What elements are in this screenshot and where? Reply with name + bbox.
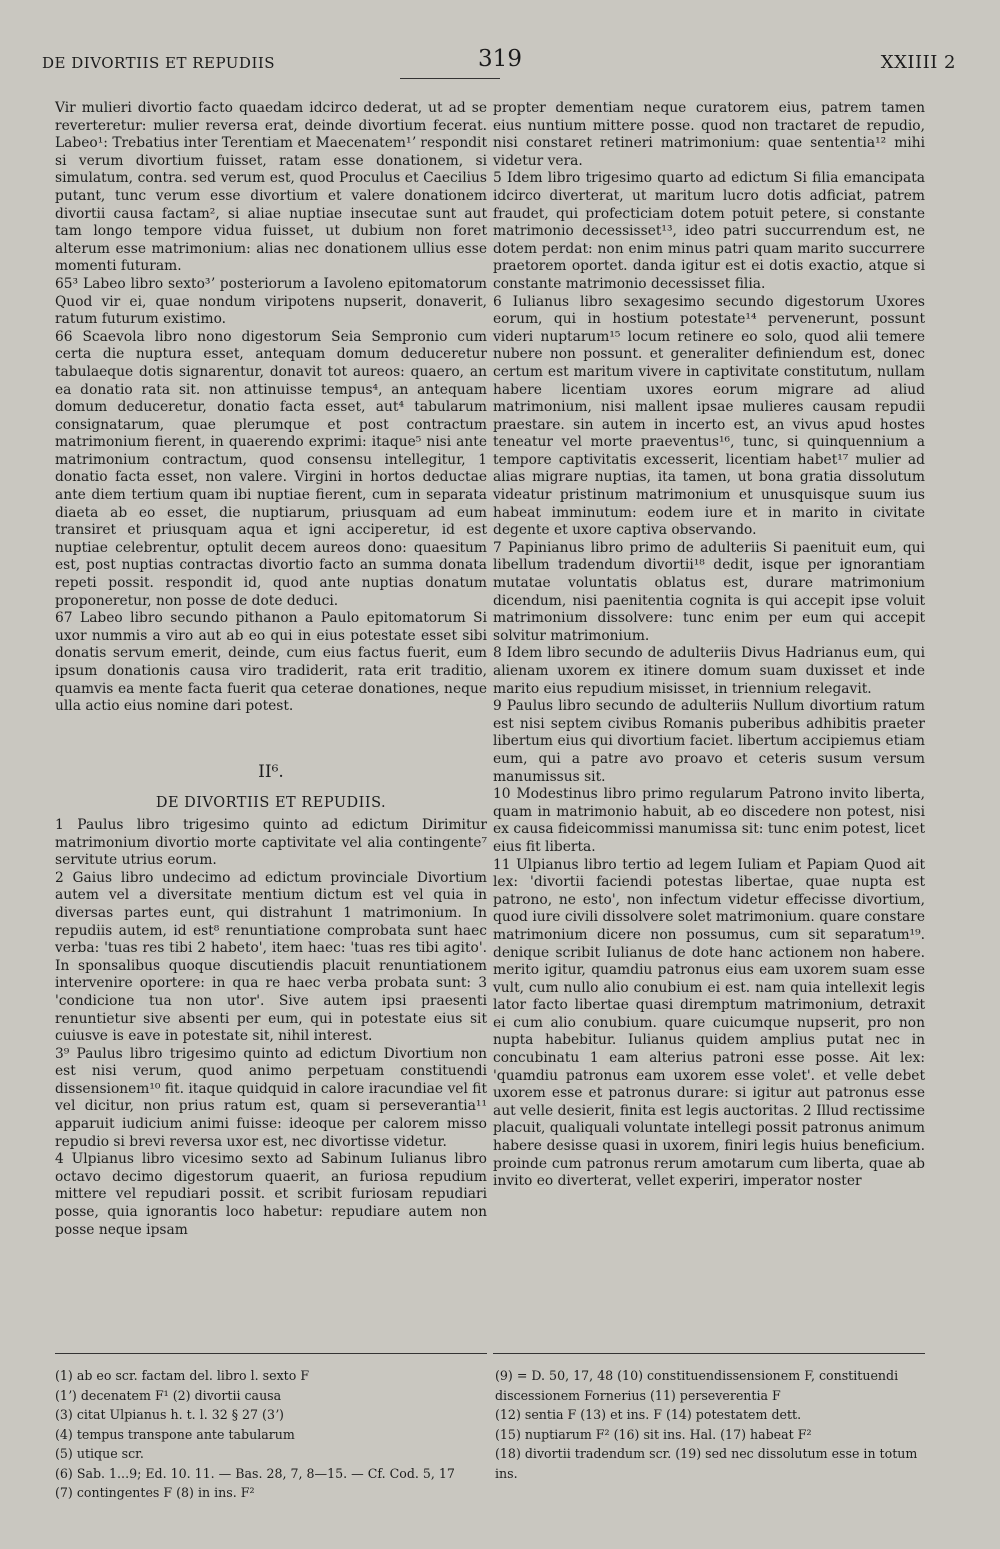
left-column — [55, 100, 487, 1239]
footnote: (3) citat Ulpianus h. t. l. 32 § 27 (3ʼ) — [55, 1407, 284, 1422]
footnotes-left — [55, 1366, 485, 1503]
paragraph: 8 Idem libro secundo de adulteriis Divus Hadrianus eum, qui alienam uxorem ex itinere domum suam duxisset et inde marito eius repudium misisset, in triennium relegavit. — [493, 645, 925, 697]
footnote: (6) Sab. 1...9; Ed. 10. 11. — Bas. 28, 7, 8—15. — Cf. Cod. 5, 17 — [55, 1465, 455, 1481]
paragraph: 1 Paulus libro trigesimo quinto ad edictum Dirimitur matrimonium divortio morte captivitate vel alia contingente⁷ servitute utrius eorum. — [55, 816, 487, 869]
right-column — [493, 100, 925, 1191]
footnote: (15) nuptiarum F² (16) sit ins. Hal. (17) habeat F² — [495, 1426, 812, 1442]
section-number: II⁶. — [258, 761, 284, 782]
footnote: (12) sentia F (13) et ins. F (14) potestatem dett. — [495, 1407, 802, 1422]
book-title-number: XXIIII 2 — [880, 52, 956, 73]
paragraph: 3⁹ Paulus libro trigesimo quinto ad edictum Divortium non est nisi verum, quod animo perpetuam constituendi dissensionem¹⁰ fit. itaque quidquid in calore iracundiae vel fit vel dicitur, non prius ratum est, quam si perseverantia¹¹ apparuit iudicium animi fuisse: ideoque per calorem misso repudio si brevi reversa uxor est, nec divortisse videtur. — [55, 1045, 487, 1150]
page-number-rule — [400, 78, 500, 79]
paragraph: 11 Ulpianus libro tertio ad legem Iuliam et Papiam Quod ait lex: 'divortii faciendi potestas libertae, quae nupta est patrono, ne esto', non infectum videtur effecisse divortium, quod iure civili dissolvere solet matrimonium. quare constare matrimonium dicere non possumus, cum sit separatum¹⁹. denique scribit Iulianus de dote hanc actionem non habere. merito igitur, quamdiu patronus eius eam uxorem suam esse vult, cum nullo alio conubium ei est. nam quia intellexit legis lator facto libertae quasi diremptum matrimonium, detraxit ei cum alio conubium. quare cuicumque nupserit, pro non nupta habebitur. Iulianus quidem amplius putat nec in concubinatu 1 eam alterius patroni esse posse. Ait lex: 'quamdiu patronus eam uxorem esse volet'. et velle debet uxorem esse et patronus durare: si igitur aut patronus esse aut velle desierit, finita est legis auctoritas. 2 Illud rectissime placuit, qualiquali voluntate intellegi possit patronus animum habere desisse quasi in uxorem, finiri legis huius beneficium. proinde cum patronus rerum amotarum cum liberta, quae ab invito eo diverterat, vellet experiri, imperator noster — [493, 856, 925, 1190]
footnote: (18) divortii tradendum scr. (19) sed nec dissolutum esse in totum ins. — [495, 1446, 918, 1481]
footnote-rule — [55, 1353, 487, 1354]
paragraph: Vir mulieri divortio facto quaedam idcirco dederat, ut ad se reverteretur: mulier reversa erat, deinde divortium fecerat. Labeo¹: Trebatius inter Terentiam et Maecenatem¹ʼ respondit si verum divortium fuisset, ratam esse donationem, si simulatum, contra. sed verum est, quod Proculus et Caecilius putant, tunc verum esse divortium et valere donationem divortii causa factam², si aliae nuptiae insecutae sunt aut tam longo tempore vidua fuisset, ut dubium non foret alterum esse matrimonium: alias nec donationem ullius esse momenti futuram. — [55, 100, 487, 275]
footnote: (4) tempus transpone ante tabularum — [55, 1426, 295, 1442]
footnotes-right — [495, 1366, 925, 1483]
paragraph: 67 Labeo libro secundo pithanon a Paulo epitomatorum Si uxor nummis a viro aut ab eo qui in eius potestate esset sibi donatis servum emerit, deinde, cum eius factus fuerit, eum ipsum donationis causa viro tradiderit, rata erit traditio, quamvis ea mente facta fuerit qua ceterae donationes, neque ulla actio eius nomine dari potest. — [55, 610, 487, 715]
paragraph: 5 Idem libro trigesimo quarto ad edictum Si filia emancipata idcirco diverterat, ut maritum lucro dotis adficiat, patrem fraudet, qui profecticiam dotem potuit petere, si constante matrimonio decessisset¹³, ideo patri succurrendum est, ne dotem perdat: non enim minus patri quam marito succurrere praetorem oportet. danda igitur est ei dotis exactio, atque si constante matrimonio decessisset filia. — [493, 170, 925, 292]
paragraph: 7 Papinianus libro primo de adulteriis Si paenituit eum, qui libellum tradendum divortii¹⁸ dedit, isque per ignorantiam mutatae voluntatis oblatus est, durare matrimonium dicendum, nisi paenitentia cognita is qui accepit ipse voluit matrimonium dissolvere: tunc enim per eum qui accepit solvitur matrimonium. — [493, 539, 925, 644]
section-title: DE DIVORTIIS ET REPUDIIS. — [155, 795, 387, 812]
footnote: (1ʼ) decenatem F¹ (2) divortii causa — [55, 1387, 282, 1403]
paragraph: 9 Paulus libro secundo de adulteriis Nullum divortium ratum est nisi septem civibus Romanis puberibus adhibitis praeter libertum eius qui divortium faciet. libertum accipiemus etiam eum, qui a patre avo proavo et ceteris susum versum manumissus sit. — [493, 698, 925, 785]
footnote: (1) ab eo scr. factam del. libro l. sexto F — [55, 1368, 310, 1383]
footnote: (9) = D. 50, 17, 48 (10) constituendissensionem F, constituendi discessionem Fornerius (11) perseverentia F — [495, 1368, 899, 1403]
page-number: 319 — [478, 46, 522, 72]
paragraph: 4 Ulpianus libro vicesimo sexto ad Sabinum Iulianus libro octavo decimo digestorum quaerit, an furiosa repudium mittere vel repudiari possit. et scribit furiosam repudiari posse, quia ignorantis loco habetur: repudiare autem non posse neque ipsam — [55, 1151, 487, 1238]
running-head-title: DE DIVORTIIS ET REPUDIIS — [42, 54, 276, 72]
paragraph: 66 Scaevola libro nono digestorum Seia Sempronio cum certa die nuptura esset, antequam domum deduceretur tabulaeque dotis signarentur, donavit tot aureos: quaero, an ea donatio rata sit. non attinuisse tempus⁴, an antequam domum deduceretur, donatio facta esset, aut⁴ tabularum consignatarum, quae plerumque et post contractum matrimonium fierent, in quaerendo exprimi: itaque⁵ nisi ante matrimonium contractum, quod consensu intellegitur, 1 donatio facta esset, non valere. Virgini in hortos deductae ante diem tertium quam ibi nuptiae fierent, cum in separata diaeta ab eo esset, die nuptiarum, priusquam ad eum transiret et priusquam aqua et igni acciperetur, id est nuptiae celebrentur, optulit decem aureos dono: quaesitum est, post nuptias contractas divortio facto an summa donata repeti possit. respondit id, quod ante nuptias donatum proponeretur, non posse de dote deduci. — [55, 328, 487, 609]
paragraph: 6 Iulianus libro sexagesimo secundo digestorum Uxores eorum, qui in hostium potestate¹⁴ pervenerunt, possunt videri nuptarum¹⁵ locum retinere eo solo, quod alii temere nubere non possunt. et generaliter definiendum est, donec certum est maritum vivere in captivitate constitutum, nullam habere licentiam uxores eorum migrare ad aliud matrimonium, nisi mallent ipsae mulieres causam repudii praestare. sin autem in incerto est, an vivus apud hostes teneatur vel morte praeventus¹⁶, tunc, si quinquennium a tempore captivitatis excesserit, licentiam habet¹⁷ mulier ad alias migrare nuptias, ita tamen, ut bona gratia dissolutum videatur pristinum matrimonium et unusquisque suum ius habeat imminutum: eodem iure et in marito in civitate degente et uxore captiva observando. — [493, 293, 925, 539]
footnote-rule — [493, 1353, 925, 1354]
paragraph: 2 Gaius libro undecimo ad edictum provinciale Divortium autem vel a diversitate mentium dictum est vel quia in diversas partes eunt, qui distrahunt 1 matrimonium. In repudiis autem, id est⁸ renuntiatione comprobata sunt haec verba: 'tuas res tibi 2 habeto', item haec: 'tuas res tibi agito'. In sponsalibus quoque discutiendis placuit renuntiationem intervenire oportere: in qua re haec verba probata sunt: 3 'condicione tua non utor'. Sive autem ipsi praesenti renuntietur sive absenti per eum, qui in potestate eius sit cuiusve is eave in potestate sit, nihil interest. — [55, 869, 487, 1045]
running-head — [30, 46, 970, 86]
footnote: (5) utique scr. — [55, 1446, 144, 1461]
paragraph: 65³ Labeo libro sexto³ʼ posteriorum a Iavoleno epitomatorum Quod vir ei, quae nondum viripotens nupserit, donaverit, ratum futurum existimo. — [55, 275, 487, 328]
paragraph: propter dementiam neque curatorem eius, patrem tamen eius nuntium mittere posse. quod non tractaret de repudio, nisi constaret retineri matrimonium: quae sententia¹² mihi videtur vera. — [493, 100, 925, 169]
footnote: (7) contingentes F (8) in ins. F² — [55, 1485, 255, 1500]
paragraph: 10 Modestinus libro primo regularum Patrono invito liberta, quam in matrimonio habuit, ab eo discedere non potest, nisi ex causa fideicommissi manumissa sit: tunc enim potest, licet eius fit liberta. — [493, 786, 925, 855]
